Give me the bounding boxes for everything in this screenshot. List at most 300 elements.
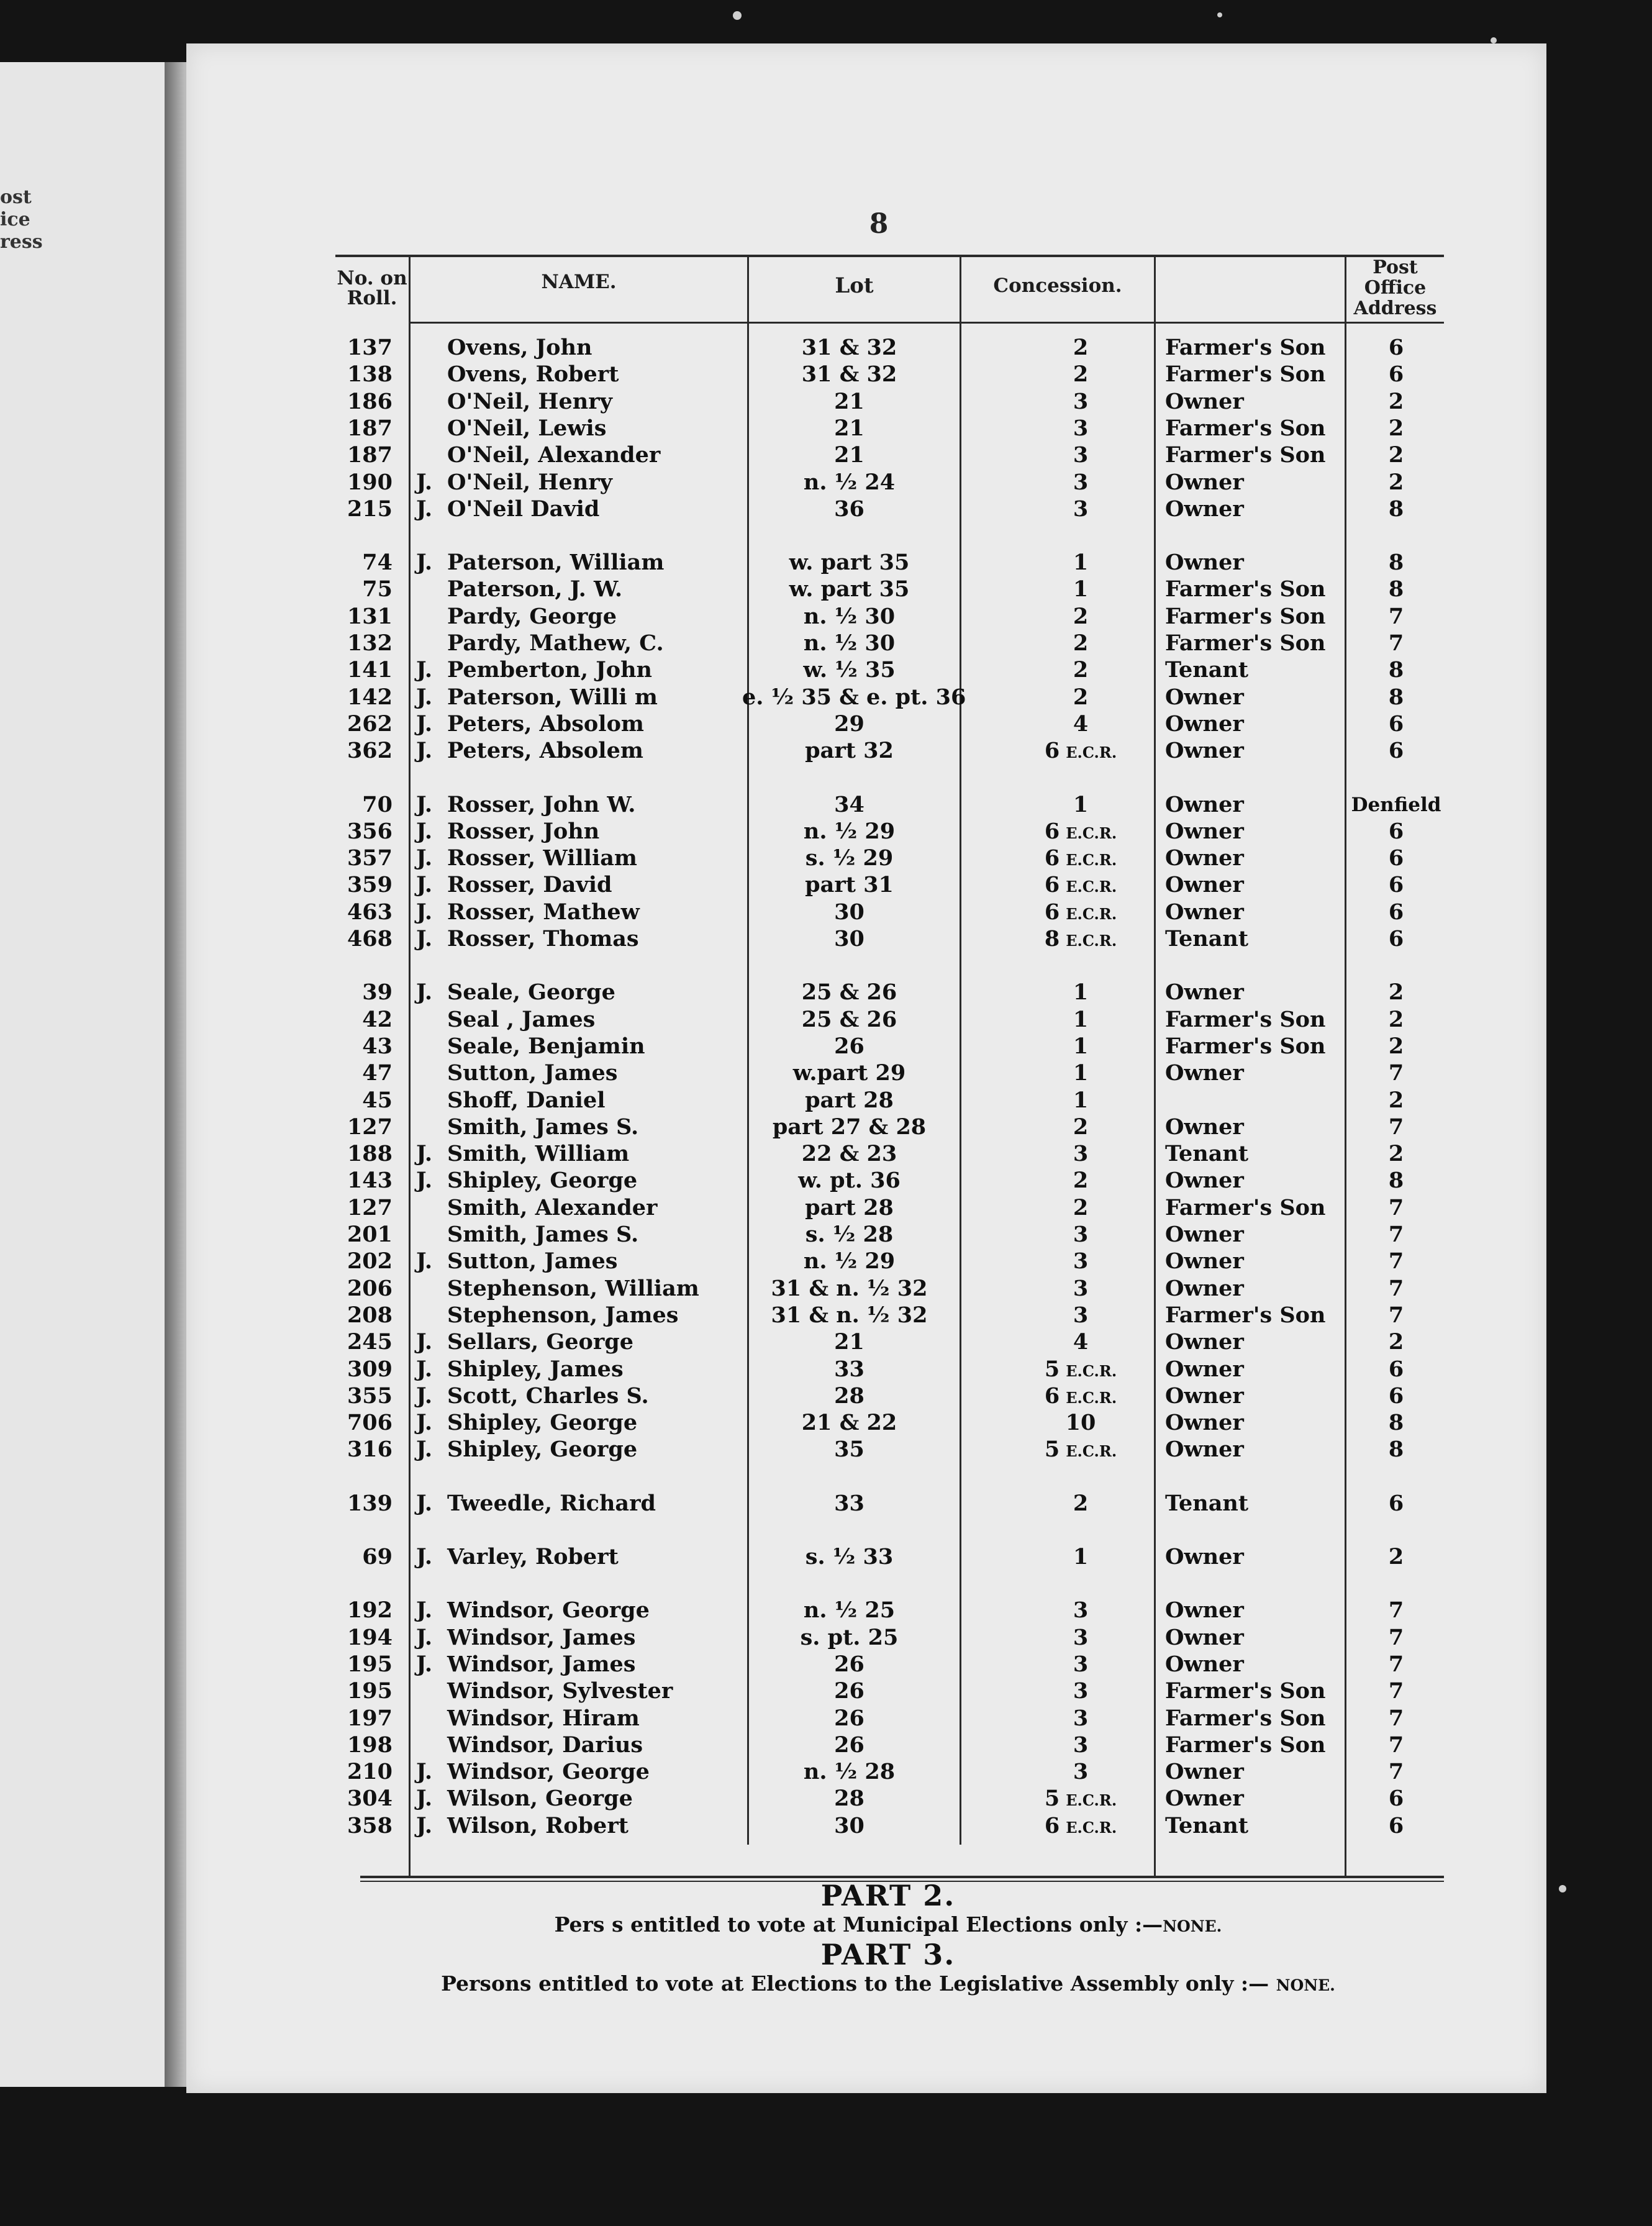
- post-office-address: 2: [1388, 415, 1404, 441]
- qualification: Owner: [1165, 1275, 1244, 1301]
- concession: [981, 684, 1180, 711]
- part-2-title: PART 2.: [820, 1879, 956, 1912]
- qualification: Farmer's Son: [1165, 1705, 1326, 1731]
- concession: [981, 1543, 1180, 1571]
- part-3-text: Persons entitled to vote at Elections to the Legislative Assembly only :—: [441, 1971, 1269, 1996]
- concession-ecr: E.C.R.: [1066, 904, 1117, 923]
- lot: 33: [834, 1490, 865, 1516]
- qualification: Owner: [1165, 1410, 1244, 1436]
- voter-name: Shipley, George: [447, 1437, 638, 1463]
- roll-number: 198: [347, 1732, 393, 1758]
- juror-mark: J.: [416, 1168, 433, 1194]
- concession: [981, 576, 1180, 603]
- table-row: [335, 684, 1444, 711]
- qualification: Owner: [1165, 791, 1244, 817]
- concession: [981, 630, 1180, 657]
- concession-number: 1: [1073, 550, 1089, 576]
- voter-name: Rosser, John: [447, 818, 600, 844]
- concession: [981, 1087, 1180, 1114]
- roll-number: 187: [347, 442, 393, 468]
- table-row: [335, 1651, 1444, 1678]
- table-row: [335, 361, 1444, 388]
- post-office-address: 7: [1388, 1114, 1404, 1140]
- post-office-address: 7: [1388, 1597, 1404, 1624]
- concession: [981, 845, 1180, 874]
- voter-name: Smith, James S.: [447, 1114, 639, 1140]
- voter-name: Seal , James: [447, 1006, 596, 1032]
- qualification: Owner: [1165, 1597, 1244, 1624]
- concession-number: 2: [1073, 361, 1089, 388]
- concession-number: 3: [1073, 388, 1089, 414]
- voter-name: Windsor, Hiram: [447, 1705, 640, 1731]
- lot: 26: [834, 1033, 865, 1059]
- roll-number: 39: [362, 979, 393, 1006]
- qualification: Owner: [1165, 550, 1244, 576]
- juror-mark: J.: [416, 469, 433, 495]
- concession-number: 1: [1073, 979, 1089, 1006]
- concession-number: 2: [1073, 1168, 1089, 1194]
- scan-speck: [1559, 1885, 1566, 1892]
- voter-name: Paterson, William: [447, 550, 665, 576]
- table-bottom-rule: [360, 1876, 1444, 1878]
- post-office-address: 7: [1388, 1678, 1404, 1704]
- voter-name: Windsor, George: [447, 1597, 650, 1624]
- lot: n. ½ 28: [803, 1759, 896, 1785]
- voter-name: O'Neil, Henry: [447, 388, 612, 414]
- post-office-address: 2: [1388, 442, 1404, 468]
- lot: n. ½ 25: [803, 1597, 896, 1624]
- qualification: Farmer's Son: [1165, 442, 1326, 468]
- table-row: [335, 899, 1444, 926]
- concession-ecr: E.C.R.: [1066, 1361, 1117, 1380]
- table-row: [335, 1248, 1444, 1275]
- concession-number: 6: [1044, 1383, 1060, 1409]
- concession-number: 2: [1073, 684, 1089, 710]
- concession: [981, 979, 1180, 1006]
- concession-number: 1: [1073, 1006, 1089, 1032]
- voter-name: Windsor, James: [447, 1624, 636, 1650]
- page-number: 8: [869, 208, 889, 240]
- concession: [981, 1785, 1180, 1814]
- facing-page-line: ress: [0, 231, 43, 253]
- concession: [981, 361, 1180, 388]
- concession: [981, 925, 1180, 955]
- concession: [981, 1221, 1180, 1248]
- table-top-rule: [335, 255, 1444, 257]
- concession-number: 3: [1073, 1651, 1089, 1677]
- voter-name: Scott, Charles S.: [447, 1383, 649, 1409]
- voter-name: Sutton, James: [447, 1248, 618, 1274]
- concession-number: 1: [1073, 1544, 1089, 1570]
- roll-number: 74: [362, 550, 393, 576]
- header-name: NAME.: [541, 271, 617, 293]
- roll-number: 138: [347, 361, 393, 388]
- concession-number: 2: [1073, 335, 1089, 360]
- qualification: Owner: [1165, 684, 1244, 710]
- concession-number: 3: [1073, 1678, 1089, 1704]
- lot: n. ½ 29: [803, 1248, 896, 1274]
- roll-number: 202: [347, 1248, 393, 1274]
- concession-number: 4: [1073, 1329, 1089, 1355]
- roll-number: 42: [362, 1006, 393, 1032]
- juror-mark: J.: [416, 738, 433, 764]
- table-row: [335, 1785, 1444, 1812]
- voter-name: Wilson, Robert: [447, 1812, 629, 1838]
- lot: 30: [834, 899, 865, 925]
- concession-number: 3: [1073, 1597, 1089, 1624]
- concession: [981, 711, 1180, 738]
- post-office-address: 6: [1388, 926, 1404, 952]
- qualification: Farmer's Son: [1165, 1033, 1326, 1059]
- roll-number: 468: [347, 926, 393, 952]
- roll-number: 262: [347, 711, 393, 737]
- roll-number: 359: [347, 872, 393, 898]
- voter-name: Shipley, George: [447, 1168, 638, 1194]
- qualification: Owner: [1165, 1437, 1244, 1463]
- post-office-address: 2: [1388, 979, 1404, 1006]
- voter-name: Shoff, Daniel: [447, 1087, 606, 1113]
- concession: [981, 1356, 1180, 1385]
- lot: 21: [834, 388, 865, 414]
- part-3-description: [360, 1971, 1416, 1996]
- voter-name: Varley, Robert: [447, 1544, 619, 1570]
- concession-number: 4: [1073, 711, 1089, 737]
- juror-mark: J.: [416, 1141, 433, 1167]
- post-office-address: 7: [1388, 1732, 1404, 1758]
- concession-number: 1: [1073, 791, 1089, 817]
- post-office-address: Denfield: [1351, 793, 1441, 816]
- part-2-text: Pers s entitled to vote at Municipal Elections only :—: [554, 1912, 1163, 1937]
- voter-name: Tweedle, Richard: [447, 1490, 656, 1516]
- table-row: [335, 1812, 1444, 1840]
- concession: [981, 791, 1180, 819]
- table-row: [335, 388, 1444, 416]
- qualification: Owner: [1165, 1168, 1244, 1194]
- lot: 28: [834, 1383, 865, 1409]
- juror-mark: J.: [416, 657, 433, 683]
- lot: part 27 & 28: [772, 1114, 927, 1140]
- roll-number: 309: [347, 1356, 393, 1382]
- roll-number: 142: [347, 684, 393, 710]
- concession-ecr: E.C.R.: [1066, 932, 1117, 950]
- table-row: [335, 1624, 1444, 1651]
- voter-name: Pardy, Mathew, C.: [447, 630, 664, 656]
- voter-name: Wilson, George: [447, 1786, 633, 1812]
- concession: [981, 1436, 1180, 1465]
- concession-number: 6: [1044, 872, 1060, 898]
- concession: [981, 1275, 1180, 1302]
- concession-number: 6: [1044, 845, 1060, 871]
- voter-name: Windsor, Darius: [447, 1732, 643, 1758]
- lot: 26: [834, 1678, 865, 1704]
- concession: [981, 899, 1180, 928]
- juror-mark: J.: [416, 1624, 433, 1650]
- voter-name: Rosser, David: [447, 872, 612, 898]
- concession-number: 6: [1044, 738, 1060, 764]
- voter-name: O'Neil, Lewis: [447, 415, 607, 441]
- lot: s. ½ 33: [805, 1544, 894, 1570]
- concession-ecr: E.C.R.: [1066, 1388, 1117, 1407]
- lot: n. ½ 29: [803, 818, 896, 844]
- juror-mark: J.: [416, 1356, 433, 1382]
- juror-mark: J.: [416, 1759, 433, 1785]
- post-office-address: 8: [1388, 496, 1404, 522]
- roll-number: 463: [347, 899, 393, 925]
- qualification: Owner: [1165, 496, 1244, 522]
- qualification: Owner: [1165, 845, 1244, 871]
- post-office-address: 2: [1388, 388, 1404, 414]
- table-row: [335, 1490, 1444, 1517]
- table-row: [335, 1383, 1444, 1410]
- table-row: [335, 871, 1444, 899]
- table-row: [335, 603, 1444, 630]
- concession-number: 2: [1073, 603, 1089, 629]
- post-office-address: 8: [1388, 1410, 1404, 1436]
- table-row: [335, 630, 1444, 657]
- table-row: [335, 1329, 1444, 1356]
- roll-number: 245: [347, 1329, 393, 1355]
- qualification: Owner: [1165, 1114, 1244, 1140]
- roll-number: 43: [362, 1033, 393, 1059]
- post-office-address: 7: [1388, 1302, 1404, 1328]
- lot: 26: [834, 1705, 865, 1731]
- roll-number: 69: [362, 1544, 393, 1570]
- post-office-address: 6: [1388, 1490, 1404, 1516]
- table-row: [335, 818, 1444, 845]
- table-row: [335, 1033, 1444, 1060]
- post-office-address: 6: [1388, 711, 1404, 737]
- part-2-none: NONE.: [1163, 1917, 1222, 1935]
- qualification: Farmer's Son: [1165, 415, 1326, 441]
- lot: part 32: [805, 738, 894, 764]
- voter-name: Ovens, Robert: [447, 361, 619, 388]
- lot: 36: [834, 496, 865, 522]
- juror-mark: J.: [416, 1544, 433, 1570]
- voter-name: Rosser, William: [447, 845, 637, 871]
- table-row: [335, 656, 1444, 684]
- lot: w. part 35: [789, 576, 910, 602]
- post-office-address: 8: [1388, 657, 1404, 683]
- juror-mark: J.: [416, 926, 433, 952]
- roll-number: 316: [347, 1437, 393, 1463]
- qualification: Owner: [1165, 388, 1244, 414]
- concession: [981, 1732, 1180, 1759]
- juror-mark: J.: [416, 711, 433, 737]
- table-row: [335, 1732, 1444, 1759]
- concession-number: 1: [1073, 1060, 1089, 1086]
- post-office-address: 2: [1388, 1329, 1404, 1355]
- voter-name: Pardy, George: [447, 603, 617, 629]
- concession: [981, 1194, 1180, 1222]
- qualification: Farmer's Son: [1165, 335, 1326, 360]
- juror-mark: J.: [416, 872, 433, 898]
- concession: [981, 549, 1180, 576]
- post-office-address: 6: [1388, 1786, 1404, 1812]
- roll-number: 201: [347, 1222, 393, 1247]
- voter-name: O'Neil, Henry: [447, 469, 612, 495]
- roll-number: 47: [362, 1060, 393, 1086]
- facing-page-text: [0, 186, 62, 253]
- voter-name: Seale, Benjamin: [447, 1033, 645, 1059]
- post-office-address: 6: [1388, 335, 1404, 360]
- roll-number: 75: [362, 576, 393, 602]
- qualification: Owner: [1165, 1759, 1244, 1785]
- roll-number: 706: [347, 1410, 393, 1436]
- facing-page-line: ost: [0, 186, 32, 208]
- lot: n. ½ 24: [803, 469, 896, 495]
- concession: [981, 1705, 1180, 1732]
- qualification: Farmer's Son: [1165, 1732, 1326, 1758]
- concession: [981, 603, 1180, 630]
- juror-mark: J.: [416, 899, 433, 925]
- lot: 31 & 32: [801, 361, 897, 388]
- concession: [981, 442, 1180, 469]
- roll-number: 195: [347, 1678, 393, 1704]
- concession-number: 8: [1044, 926, 1060, 952]
- voter-name: Sellars, George: [447, 1329, 634, 1355]
- post-office-address: 7: [1388, 1194, 1404, 1220]
- roll-number: 143: [347, 1168, 393, 1194]
- voter-name: Windsor, James: [447, 1651, 636, 1677]
- concession-number: 3: [1073, 1732, 1089, 1758]
- voter-name: Windsor, George: [447, 1759, 650, 1785]
- voter-name: Paterson, J. W.: [447, 576, 623, 602]
- lot: 21: [834, 1329, 865, 1355]
- concession-number: 2: [1073, 1490, 1089, 1516]
- lot: n. ½ 30: [803, 603, 896, 629]
- concession-number: 10: [1065, 1410, 1096, 1436]
- concession: [981, 469, 1180, 496]
- table-row: [335, 791, 1444, 819]
- lot: s. ½ 28: [805, 1222, 894, 1247]
- header-post-office-address: Post Office Address: [1353, 257, 1437, 319]
- qualification: Farmer's Son: [1165, 1006, 1326, 1032]
- roll-number: 356: [347, 818, 393, 844]
- voter-name: Smith, Alexander: [447, 1194, 658, 1220]
- concession-number: 3: [1073, 1302, 1089, 1328]
- concession-ecr: E.C.R.: [1066, 743, 1117, 762]
- concession: [981, 1409, 1180, 1437]
- juror-mark: J.: [416, 1812, 433, 1838]
- voters-list-table: [335, 255, 1444, 1882]
- concession-number: 3: [1073, 442, 1089, 468]
- qualification: Owner: [1165, 818, 1244, 844]
- concession: [981, 334, 1180, 361]
- concession-ecr: E.C.R.: [1066, 878, 1117, 896]
- table-row: [335, 1087, 1444, 1114]
- concession: [981, 415, 1180, 442]
- lot: 22 & 23: [801, 1141, 897, 1167]
- voter-name: Windsor, Sylvester: [447, 1678, 673, 1704]
- qualification: Farmer's Son: [1165, 630, 1326, 656]
- post-office-address: 7: [1388, 1222, 1404, 1247]
- juror-mark: J.: [416, 818, 433, 844]
- concession-number: 3: [1073, 415, 1089, 441]
- lot: w. part 35: [789, 550, 910, 576]
- lot: w. ½ 35: [803, 657, 896, 683]
- table-row: [335, 1167, 1444, 1194]
- concession-number: 1: [1073, 1033, 1089, 1059]
- juror-mark: J.: [416, 1329, 433, 1355]
- lot: 26: [834, 1732, 865, 1758]
- lot: n. ½ 30: [803, 630, 896, 656]
- qualification: Owner: [1165, 1624, 1244, 1650]
- lot: 21: [834, 415, 865, 441]
- concession-number: 6: [1044, 899, 1060, 925]
- voter-name: Sutton, James: [447, 1060, 618, 1086]
- voter-name: O'Neil David: [447, 496, 600, 522]
- concession: [981, 1383, 1180, 1412]
- lot: e. ½ 35 & e. pt. 36: [742, 684, 966, 710]
- concession: [981, 1624, 1180, 1651]
- voter-name: Stephenson, William: [447, 1275, 699, 1301]
- table-row: [335, 1302, 1444, 1329]
- concession-number: 5: [1044, 1437, 1060, 1463]
- qualification: Owner: [1165, 1060, 1244, 1086]
- roll-number: 362: [347, 738, 393, 764]
- post-office-address: 2: [1388, 469, 1404, 495]
- concession-ecr: E.C.R.: [1066, 1442, 1117, 1461]
- post-office-address: 8: [1388, 576, 1404, 602]
- concession-number: 3: [1073, 1275, 1089, 1301]
- juror-mark: J.: [416, 1786, 433, 1812]
- header-concession: Concession.: [993, 275, 1122, 297]
- post-office-address: 7: [1388, 1759, 1404, 1785]
- post-office-address: 7: [1388, 603, 1404, 629]
- post-office-address: 2: [1388, 1544, 1404, 1570]
- qualification: Owner: [1165, 1356, 1244, 1382]
- concession-number: 2: [1073, 1114, 1089, 1140]
- header-lot: Lot: [835, 273, 874, 298]
- part-2-description: [360, 1912, 1416, 1937]
- table-row: [335, 469, 1444, 496]
- table-row: [335, 1060, 1444, 1087]
- scan-speck: [733, 11, 742, 20]
- qualification: Owner: [1165, 979, 1244, 1006]
- juror-mark: J.: [416, 1490, 433, 1516]
- post-office-address: 6: [1388, 1356, 1404, 1382]
- roll-number: 186: [347, 388, 393, 414]
- scan-speck: [1491, 37, 1497, 43]
- roll-number: 357: [347, 845, 393, 871]
- post-office-address: 6: [1388, 1812, 1404, 1838]
- concession-number: 1: [1073, 1087, 1089, 1113]
- lot: 30: [834, 1812, 865, 1838]
- table-row: [335, 711, 1444, 738]
- table-row: [335, 737, 1444, 765]
- concession-number: 3: [1073, 1705, 1089, 1731]
- lot: part 31: [805, 872, 894, 898]
- post-office-address: 2: [1388, 1087, 1404, 1113]
- juror-mark: J.: [416, 979, 433, 1006]
- part-3-section: [360, 1938, 1416, 1996]
- table-row: [335, 1194, 1444, 1222]
- concession: [981, 388, 1180, 416]
- qualification: Farmer's Son: [1165, 361, 1326, 388]
- roll-number: 70: [362, 791, 393, 817]
- juror-mark: J.: [416, 791, 433, 817]
- concession-number: 2: [1073, 1194, 1089, 1220]
- concession: [981, 871, 1180, 901]
- lot: 34: [834, 791, 865, 817]
- table-row: [335, 1409, 1444, 1437]
- post-office-address: 7: [1388, 630, 1404, 656]
- concession-number: 6: [1044, 818, 1060, 844]
- post-office-address: 7: [1388, 1248, 1404, 1274]
- qualification: Tenant: [1165, 926, 1249, 952]
- post-office-address: 8: [1388, 684, 1404, 710]
- roll-number: 215: [347, 496, 393, 522]
